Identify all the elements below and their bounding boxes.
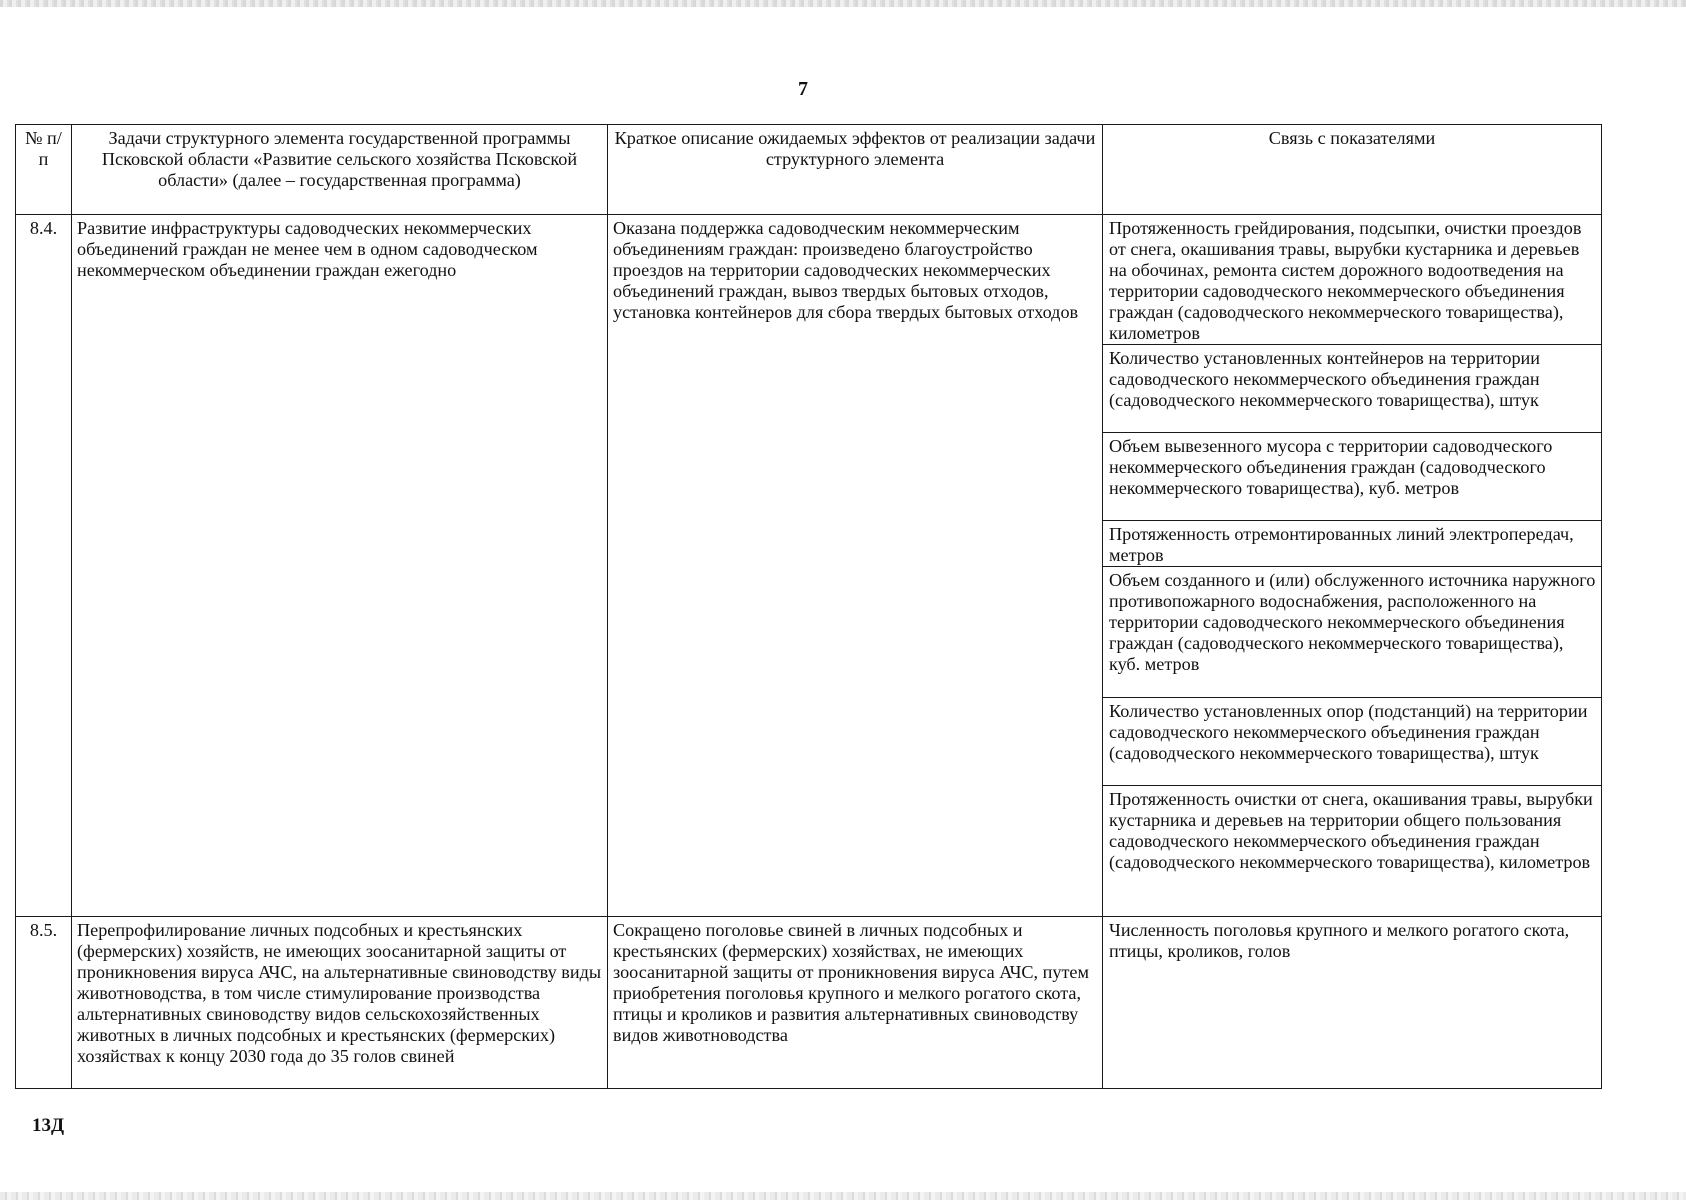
scan-edge-top bbox=[0, 0, 1686, 7]
effect-cell: Сокращено поголовье свиней в личных подсобных и крестьянских (фермерских) хозяйствах, не имеющих зоосанитарной защиты от проникновения вируса АЧС, путем приобретения поголовья крупного и мелкого рогатого скота, птицы и кроликов и развития альтернативных свиноводству видов животноводства bbox=[608, 917, 1103, 1089]
indicator-cell: Протяженность очистки от снега, окашивания травы, вырубки кустарника и деревьев на территории общего пользования садоводческого некоммерческого объединения граждан (садоводческого некоммерческого товарищества), километров bbox=[1103, 786, 1602, 917]
task-cell: Развитие инфраструктуры садоводческих некоммерческих объединений граждан не менее чем в одном садоводческом некоммерческом объединении граждан ежегодно bbox=[72, 215, 608, 917]
footer-code: 13Д bbox=[32, 1115, 65, 1136]
page-number: 7 bbox=[798, 78, 808, 100]
header-indicators: Связь с показателями bbox=[1103, 125, 1602, 215]
indicator-cell: Протяженность отремонтированных линий электропередач, метров bbox=[1103, 521, 1602, 567]
row-number: 8.4. bbox=[16, 215, 72, 917]
goals-table bbox=[15, 124, 1602, 1089]
task-cell: Перепрофилирование личных подсобных и крестьянских (фермерских) хозяйств, не имеющих зоосанитарной защиты от проникновения вируса АЧС, на альтернативные свиноводству виды животноводства, в том числе стимулирование производства альтернативных свиноводству видов сельскохозяйственных животных в личных подсобных и крестьянских (фермерских) хозяйствах к концу 2030 года до 35 голов свиней bbox=[72, 917, 608, 1089]
indicator-cell: Объем созданного и (или) обслуженного источника наружного противопожарного водоснабжения, расположенного на территории садоводческого некоммерческого объединения граждан (садоводческого некоммерческого товарищества), куб. метров bbox=[1103, 567, 1602, 698]
effect-cell: Оказана поддержка садоводческим некоммерческим объединениям граждан: произведено благоустройство проездов на территории садоводческих некоммерческих объединений граждан, вывоз твердых бытовых отходов, установка контейнеров для сбора твердых бытовых отходов bbox=[608, 215, 1103, 917]
indicator-cell: Протяженность грейдирования, подсыпки, очистки проездов от снега, окашивания травы, вырубки кустарника и деревьев на обочинах, ремонта систем дорожного водоотведения на территории садоводческого некоммерческого объединения граждан (садоводческого некоммерческого товарищества), километров bbox=[1103, 215, 1602, 345]
table-row bbox=[16, 917, 1602, 1089]
indicator-cell: Численность поголовья крупного и мелкого рогатого скота, птицы, кроликов, голов bbox=[1103, 917, 1602, 1089]
indicator-cell: Количество установленных контейнеров на территории садоводческого некоммерческого объединения граждан (садоводческого некоммерческого товарищества), штук bbox=[1103, 345, 1602, 433]
header-num: № п/п bbox=[16, 125, 72, 215]
row-number: 8.5. bbox=[16, 917, 72, 1089]
table-header-row bbox=[16, 125, 1602, 215]
header-tasks: Задачи структурного элемента государственной программы Псковской области «Развитие сельского хозяйства Псковской области» (далее – государственная программа) bbox=[72, 125, 608, 215]
header-effects: Краткое описание ожидаемых эффектов от реализации задачи структурного элемента bbox=[608, 125, 1103, 215]
scan-edge-bottom bbox=[0, 1192, 1686, 1200]
indicator-cell: Объем вывезенного мусора с территории садоводческого некоммерческого объединения граждан (садоводческого некоммерческого товарищества), куб. метров bbox=[1103, 433, 1602, 521]
table-row bbox=[16, 215, 1602, 345]
indicator-cell: Количество установленных опор (подстанций) на территории садоводческого некоммерческого объединения граждан (садоводческого некоммерческого товарищества), штук bbox=[1103, 698, 1602, 786]
